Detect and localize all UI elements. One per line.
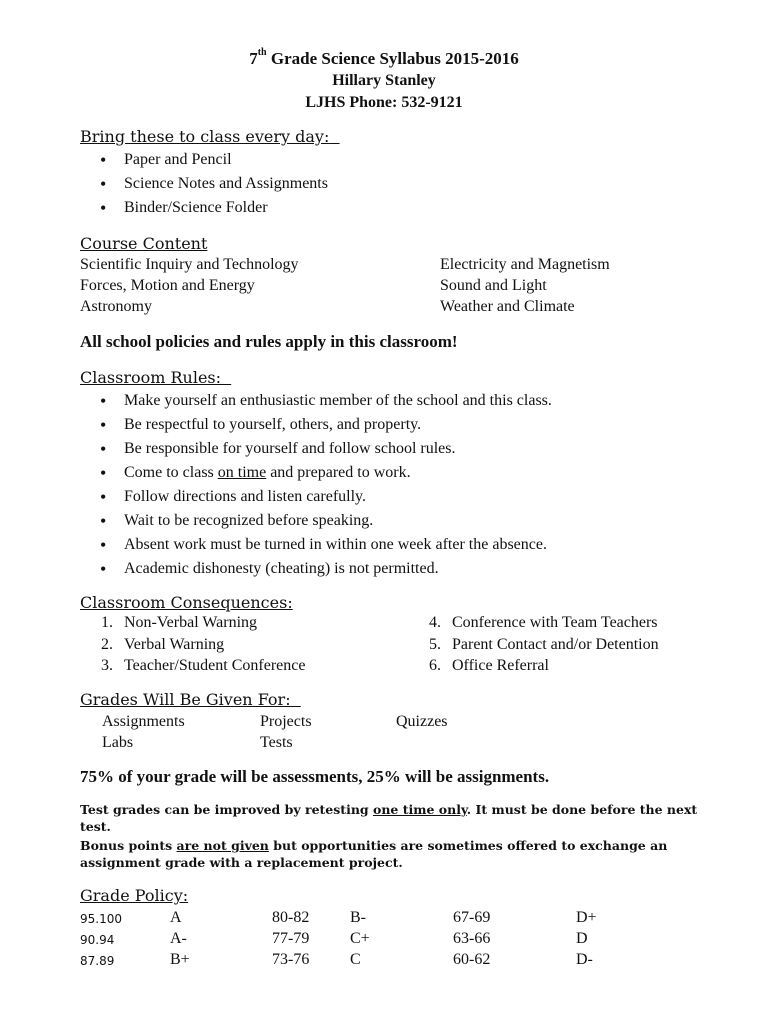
graded-item: Projects: [260, 713, 312, 730]
grade-range: 87.89: [80, 954, 115, 968]
consequence-item: Office Referral: [452, 657, 549, 674]
school-phone: LJHS Phone: 532-9121: [305, 94, 463, 111]
on-time-emphasis: on time: [217, 464, 267, 481]
list-item: • Make yourself an enthusiastic member of the school and this class.: [100, 390, 552, 414]
consequence-item: Parent Contact and/or Detention: [452, 636, 659, 653]
list-item: • Be respectful to yourself, others, and property.: [100, 414, 552, 438]
rules-list: [100, 390, 552, 582]
grade-policy-heading: Grade Policy:: [80, 886, 189, 905]
grade-letter: D: [576, 930, 588, 947]
graded-item: Assignments: [102, 713, 185, 730]
bring-heading: Bring these to class every day:: [80, 127, 330, 146]
page-title: 7th Grade Science Syllabus 2015-2016: [249, 47, 519, 68]
grade-range: 73-76: [272, 951, 310, 968]
graded-item: Tests: [260, 734, 293, 751]
consequence-number: 5.: [429, 636, 441, 653]
graded-item: Labs: [102, 734, 134, 751]
retest-note: Test grades can be improved by retesting one time only. It must be done before the next test.: [80, 802, 698, 834]
consequence-item: Verbal Warning: [124, 636, 225, 653]
grade-range: 77-79: [272, 930, 310, 947]
graded-item: Quizzes: [396, 713, 448, 730]
list-item: • Come to class on time and prepared to work.: [100, 462, 552, 486]
grade-letter: D-: [576, 951, 593, 968]
list-item: • Academic dishonesty (cheating) is not permitted.: [100, 558, 552, 582]
grade-range: 80-82: [272, 909, 310, 926]
rules-heading: Classroom Rules:: [80, 368, 222, 387]
list-item: • Wait to be recognized before speaking.: [100, 510, 552, 534]
list-item: • Science Notes and Assignments: [100, 173, 328, 197]
course-topic: Weather and Climate: [440, 298, 575, 315]
course-topic: Sound and Light: [440, 277, 547, 294]
grades-for-heading: Grades Will Be Given For:: [80, 690, 291, 709]
grade-letter: A: [170, 909, 182, 926]
consequence-item: Conference with Team Teachers: [452, 614, 658, 631]
list-item: • Paper and Pencil: [100, 149, 328, 173]
teacher-name: Hillary Stanley: [332, 72, 436, 89]
list-item: • Binder/Science Folder: [100, 197, 328, 221]
course-topic: Scientific Inquiry and Technology: [80, 256, 299, 273]
consequence-item: Non-Verbal Warning: [124, 614, 258, 631]
course-topic: Electricity and Magnetism: [440, 256, 610, 273]
consequence-number: 6.: [429, 657, 441, 674]
grade-letter: A-: [170, 930, 187, 947]
grade-letter: C: [350, 951, 361, 968]
bonus-note: Bonus points are not given but opportunities are sometimes offered to exchange an assignment grade with a replacement project.: [80, 838, 668, 870]
course-topic: Forces, Motion and Energy: [80, 277, 255, 294]
grade-letter: B+: [170, 951, 190, 968]
grade-letter: C+: [350, 930, 370, 947]
consequences-heading: Classroom Consequences:: [80, 593, 293, 612]
policy-statement: All school policies and rules apply in this classroom!: [80, 332, 458, 351]
list-item: • Be responsible for yourself and follow school rules.: [100, 438, 552, 462]
consequence-number: 2.: [101, 636, 113, 653]
course-topic: Astronomy: [80, 298, 152, 315]
consequence-number: 4.: [429, 614, 441, 631]
consequence-number: 3.: [101, 657, 113, 674]
grade-range: 60-62: [453, 951, 491, 968]
consequence-number: 1.: [101, 614, 113, 631]
grade-range: 63-66: [453, 930, 491, 947]
grade-letter: D+: [576, 909, 597, 926]
bring-list: [100, 149, 328, 221]
grade-range: 95.100: [80, 912, 122, 926]
grade-letter: B-: [350, 909, 366, 926]
assessment-statement: 75% of your grade will be assessments, 25% will be assignments.: [80, 767, 550, 786]
consequence-item: Teacher/Student Conference: [124, 657, 306, 674]
grade-range: 90.94: [80, 933, 115, 947]
list-item: • Follow directions and listen carefully.: [100, 486, 552, 510]
list-item: • Absent work must be turned in within one week after the absence.: [100, 534, 552, 558]
grade-range: 67-69: [453, 909, 491, 926]
course-heading: Course Content: [80, 234, 208, 253]
